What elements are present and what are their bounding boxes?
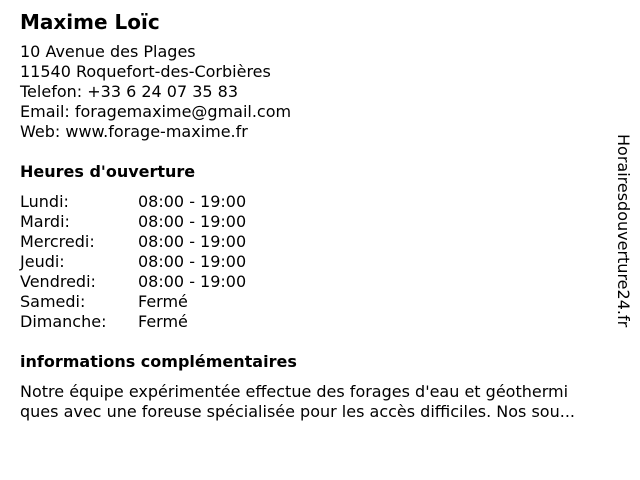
day-hours: 08:00 - 19:00 bbox=[138, 252, 247, 271]
hours-title: Heures d'ouverture bbox=[20, 162, 196, 181]
day-label: Lundi: bbox=[20, 192, 69, 211]
phone-line: Telefon: +33 6 24 07 35 83 bbox=[20, 82, 239, 101]
info-line-2: ques avec une foreuse spécialisée pour les accès difficiles. Nos sou... bbox=[20, 402, 575, 421]
email-line: Email: foragemaxime@gmail.com bbox=[20, 102, 292, 121]
day-label: Mercredi: bbox=[20, 232, 95, 251]
hours-row bbox=[20, 192, 246, 212]
hours-row bbox=[20, 252, 246, 272]
address-city: 11540 Roquefort-des-Corbières bbox=[20, 62, 271, 81]
hours-row bbox=[20, 292, 246, 312]
hours-row bbox=[20, 212, 246, 232]
business-name: Maxime Loïc bbox=[20, 10, 160, 34]
contact-block bbox=[20, 42, 620, 142]
address-street: 10 Avenue des Plages bbox=[20, 42, 196, 61]
business-card bbox=[20, 9, 620, 422]
day-label: Samedi: bbox=[20, 292, 86, 311]
day-label: Vendredi: bbox=[20, 272, 96, 291]
day-label: Mardi: bbox=[20, 212, 70, 231]
hours-row bbox=[20, 232, 246, 252]
web-line: Web: www.forage-maxime.fr bbox=[20, 122, 248, 141]
day-label: Dimanche: bbox=[20, 312, 107, 331]
day-hours: 08:00 - 19:00 bbox=[138, 212, 247, 231]
info-title: informations complémentaires bbox=[20, 352, 297, 371]
info-text bbox=[20, 382, 620, 422]
day-hours: 08:00 - 19:00 bbox=[138, 272, 247, 291]
day-hours: Fermé bbox=[138, 292, 188, 311]
day-hours: 08:00 - 19:00 bbox=[138, 232, 247, 251]
day-label: Jeudi: bbox=[20, 252, 65, 271]
hours-row bbox=[20, 312, 246, 332]
hours-row bbox=[20, 272, 246, 292]
site-watermark-label: Horairesdouverture24.fr bbox=[614, 134, 633, 328]
info-line-1: Notre équipe expérimentée effectue des forages d'eau et géothermi bbox=[20, 382, 569, 401]
day-hours: 08:00 - 19:00 bbox=[138, 192, 247, 211]
hours-table bbox=[20, 192, 246, 332]
day-hours: Fermé bbox=[138, 312, 188, 331]
